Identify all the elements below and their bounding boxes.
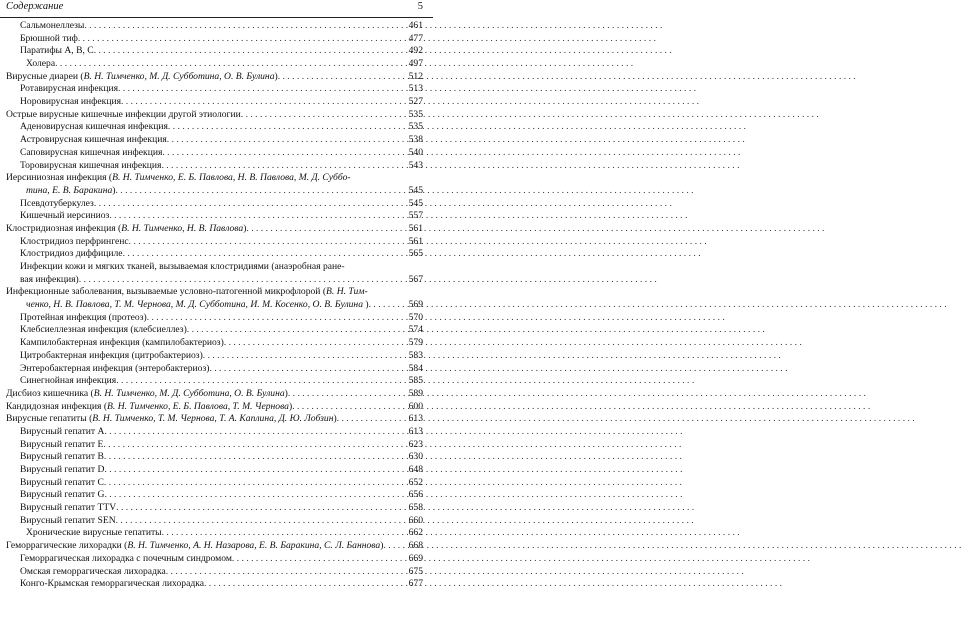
toc-entry: [0, 134, 433, 147]
toc-entry: [0, 489, 433, 502]
entry-page: 527: [408, 96, 423, 108]
dot-leader: [84, 20, 401, 33]
entry-page: 540: [408, 146, 423, 158]
entry-page: 648: [408, 464, 423, 476]
toc-entry: [0, 223, 433, 236]
toc-entry: [0, 160, 433, 173]
dot-leader: [369, 299, 401, 312]
toc-entry: [0, 96, 433, 109]
toc-entry: [0, 566, 433, 579]
toc-entry: [0, 325, 433, 338]
dot-leader: [288, 388, 401, 401]
entry-authors: В. Н. Тимченко, Е. Б. Павлова, Н. В. Павлова, М. Д. Суббо-: [112, 172, 351, 184]
entry-title: Ротавирусная инфекция: [20, 83, 119, 95]
entry-title: Вирусный гепатит D: [20, 464, 105, 476]
toc-entry: [0, 71, 433, 84]
entry-title: Геморрагическая лихорадка с почечным синдромом: [20, 552, 232, 564]
entry-title: Конго-Крымская геморрагическая лихорадка: [20, 578, 204, 590]
entry-title: Цитробактерная инфекция (цитробактериоз): [20, 349, 203, 361]
toc-entry: [0, 147, 433, 160]
toc-entry: [0, 451, 433, 464]
dot-leader: [187, 324, 401, 337]
entry-title: Аденовирусная кишечная инфекция: [20, 121, 168, 133]
entry-title: Протейная инфекция (протеоз): [20, 311, 147, 323]
entry-authors: В. Н. Тим-: [326, 286, 368, 298]
dot-leader: [104, 489, 401, 502]
entry-authors: В. Н. Тимченко, Е. Б. Павлова, Т. М. Чернова: [107, 400, 289, 412]
entry-page: 535: [408, 108, 423, 120]
dot-leader: [241, 109, 401, 122]
entry-title: Вирусный гепатит SEN: [20, 514, 116, 526]
table-of-contents: [0, 20, 433, 591]
dot-leader: [168, 121, 401, 134]
entry-page: 660: [408, 514, 423, 526]
entry-page: 662: [408, 527, 423, 539]
entry-page: 583: [408, 349, 423, 361]
dot-leader: [109, 210, 401, 223]
entry-title: Хронические вирусные гепатиты: [26, 527, 162, 539]
toc-entry: [0, 312, 433, 325]
toc-entry: [0, 236, 433, 249]
entry-title: Геморрагические лихорадки (В. Н. Тимченко, А. Н. Назарова, Е. В. Баракина, С. Л. Баннова): [6, 540, 384, 552]
dot-leader: [278, 71, 401, 84]
toc-entry: [0, 83, 433, 96]
toc-entry: [0, 439, 433, 452]
entry-title: ченко, Н. В. Павлова, Т. М. Чернова, М. Д. Субботина, И. М. Косенко, О. В. Булина ): [26, 299, 369, 311]
entry-authors: тина, Е. В. Баракина: [26, 184, 113, 196]
entry-page: 565: [408, 248, 423, 260]
entry-title: Вирусный гепатит С: [20, 476, 104, 488]
dot-leader: [292, 401, 401, 414]
dot-leader: [104, 451, 401, 464]
toc-entry: [0, 20, 433, 33]
entry-page: 570: [408, 311, 423, 323]
entry-page: 600: [408, 400, 423, 412]
entry-title: Вирусный гепатит G: [20, 489, 105, 501]
dot-leader: [121, 96, 401, 109]
entry-title: Холера: [26, 58, 56, 70]
entry-page: 492: [408, 45, 423, 57]
dot-leader: [161, 160, 401, 173]
toc-entry-continuation: [0, 299, 433, 312]
toc-entry: [0, 375, 433, 388]
dot-leader: [232, 553, 401, 566]
entry-title: Астровирусная кишечная инфекция: [20, 134, 167, 146]
entry-title: вая инфекция): [20, 273, 79, 285]
entry-page: 513: [408, 83, 423, 95]
entry-authors: В. Н. Тимченко, А. Н. Назарова, Е. В. Баракина, С. Л. Баннова: [127, 540, 381, 552]
dot-leader: [204, 578, 401, 591]
entry-authors: В. Н. Тимченко, Н. В. Павлова: [121, 222, 244, 234]
entry-page: 652: [408, 476, 423, 488]
entry-title: Клебсиеллезная инфекция (клебсиеллез): [20, 324, 187, 336]
running-header: [0, 0, 433, 18]
dot-leader: [104, 464, 401, 477]
entry-title: Саповирусная кишечная инфекция: [20, 146, 163, 158]
entry-page: 567: [408, 273, 423, 285]
toc-entry: [0, 261, 433, 274]
entry-title: Норовирусная инфекция: [20, 96, 121, 108]
header-page-number: 5: [417, 1, 423, 12]
dot-leader: [116, 185, 402, 198]
dot-leader: [94, 198, 401, 211]
dot-leader: [116, 502, 401, 515]
entry-page: 543: [408, 159, 423, 171]
dot-leader: [224, 337, 401, 350]
entry-title: Вирусный гепатит Е: [20, 438, 104, 450]
dot-leader: [104, 477, 401, 490]
entry-title: Дисбиоз кишечника (В. Н. Тимченко, М. Д. Субботина, О. В. Булина): [6, 387, 288, 399]
entry-title: Вирусный гепатит В: [20, 451, 104, 463]
entry-title: Инфекционные заболевания, вызываемые условно-патогенной микрофлорой (В. Н. Тим-: [6, 286, 368, 298]
dot-leader: [103, 439, 401, 452]
entry-page: 584: [408, 362, 423, 374]
toc-entry: [0, 401, 433, 414]
entry-title: Вирусные диареи (В. Н. Тимченко, М. Д. Субботина, О. В. Булина): [6, 70, 278, 82]
entry-page: 669: [408, 552, 423, 564]
dot-leader: [55, 58, 401, 71]
entry-title: Кандидозная инфекция (В. Н. Тимченко, Е. Б. Павлова, Т. М. Чернова): [6, 400, 293, 412]
entry-page: 630: [408, 451, 423, 463]
dot-leader: [123, 248, 401, 261]
toc-entry-continuation: [0, 274, 433, 287]
entry-page: 677: [408, 578, 423, 590]
entry-page: 512: [408, 70, 423, 82]
entry-page: 589: [408, 387, 423, 399]
dot-leader: [78, 33, 401, 46]
toc-entry: [0, 578, 433, 591]
toc-entry: [0, 45, 433, 58]
dot-leader: [383, 540, 401, 553]
entry-page: 613: [408, 413, 423, 425]
toc-entry: [0, 363, 433, 376]
entry-title: Острые вирусные кишечные инфекции другой этиологии: [6, 108, 241, 120]
entry-title: Паратифы А, В, С: [20, 45, 94, 57]
dot-leader: [162, 527, 401, 540]
toc-entry: [0, 350, 433, 363]
toc-entry: [0, 540, 433, 553]
toc-entry: [0, 426, 433, 439]
dot-leader: [116, 375, 401, 388]
entry-authors: В. Н. Тимченко, М. Д. Субботина, О. В. Булина: [83, 70, 275, 82]
toc-entry: [0, 477, 433, 490]
entry-page: 579: [408, 337, 423, 349]
toc-entry: [0, 33, 433, 46]
dot-leader: [104, 426, 401, 439]
toc-entry: [0, 528, 433, 541]
dot-leader: [246, 223, 401, 236]
dot-leader: [337, 413, 401, 426]
entry-page: 545: [408, 184, 423, 196]
entry-page: 569: [408, 299, 423, 311]
toc-entry: [0, 109, 433, 122]
toc-entry: [0, 172, 433, 185]
entry-title: Торовирусная кишечная инфекция: [20, 159, 162, 171]
entry-page: 497: [408, 58, 423, 70]
toc-entry: [0, 198, 433, 211]
entry-page: 585: [408, 375, 423, 387]
dot-leader: [162, 147, 401, 160]
entry-title: Энтеробактерная инфекция (энтеробактериоз): [20, 362, 210, 374]
entry-page: 561: [408, 222, 423, 234]
toc-entry: [0, 122, 433, 135]
entry-title: Омская геморрагическая лихорадка: [20, 565, 166, 577]
entry-page: 535: [408, 121, 423, 133]
dot-leader: [167, 134, 401, 147]
dot-leader: [94, 45, 401, 58]
entry-page: 561: [408, 235, 423, 247]
entry-title: Кампилобактерная инфекция (кампилобактериоз): [20, 337, 224, 349]
entry-authors: ченко, Н. В. Павлова, Т. М. Чернова, М. Д. Субботина, И. М. Косенко, О. В. Булина: [26, 299, 363, 311]
entry-title: Сальмонеллезы: [20, 19, 85, 31]
entry-page: 461: [408, 19, 423, 31]
entry-title: Клостридиозная инфекция (В. Н. Тимченко, Н. В. Павлова): [6, 222, 247, 234]
toc-entry: [0, 413, 433, 426]
toc-entry: [0, 388, 433, 401]
header-title: Содержание: [6, 1, 64, 12]
entry-title: Синегнойная инфекция: [20, 375, 117, 387]
entry-page: 574: [408, 324, 423, 336]
toc-entry: [0, 337, 433, 350]
entry-title: Клостридиоз перфрингенс: [20, 235, 129, 247]
entry-page: 538: [408, 134, 423, 146]
dot-leader: [116, 515, 401, 528]
entry-title: Кишечный иерсиниоз: [20, 210, 110, 222]
dot-leader: [203, 350, 401, 363]
toc-entry: [0, 515, 433, 528]
dot-leader: [118, 83, 401, 96]
entry-page: 623: [408, 438, 423, 450]
entry-title: Псевдотуберкулез: [20, 197, 94, 209]
entry-title: Вирусный гепатит А: [20, 425, 105, 437]
toc-entry: [0, 464, 433, 477]
entry-title: тина, Е. В. Баракина): [26, 184, 116, 196]
toc-entry: [0, 286, 433, 299]
entry-page: 675: [408, 565, 423, 577]
entry-title: Вирусные гепатиты (В. Н. Тимченко, Т. М. Чернова, Т. А. Каплина, Д. Ю. Лобзин): [6, 413, 337, 425]
entry-title: Иерсиниозная инфекция (В. Н. Тимченко, Е. Б. Павлова, Н. В. Павлова, М. Д. Суббо-: [6, 172, 351, 184]
entry-page: 658: [408, 502, 423, 514]
entry-title: Брюшной тиф: [20, 32, 78, 44]
entry-page: 656: [408, 489, 423, 501]
toc-entry: [0, 553, 433, 566]
entry-page: 477: [408, 32, 423, 44]
entry-page: 557: [408, 210, 423, 222]
entry-page: 613: [408, 425, 423, 437]
dot-leader: [209, 363, 401, 376]
entry-page: 545: [408, 197, 423, 209]
entry-title: Инфекции кожи и мягких тканей, вызываемая клостридиями (анаэробная ране-: [20, 261, 345, 273]
dot-leader: [166, 566, 401, 579]
entry-title: Клостридиоз диффициле: [20, 248, 123, 260]
entry-title: Вирусный гепатит TTV: [20, 502, 117, 514]
dot-leader: [79, 274, 401, 287]
dot-leader: [129, 236, 401, 249]
entry-authors: В. Н. Тимченко, Т. М. Чернова, Т. А. Каплина, Д. Ю. Лобзин: [92, 413, 334, 425]
toc-entry: [0, 210, 433, 223]
toc-entry: [0, 248, 433, 261]
toc-entry: [0, 502, 433, 515]
entry-page: 668: [408, 540, 423, 552]
toc-entry-continuation: [0, 185, 433, 198]
toc-entry: [0, 58, 433, 71]
entry-authors: В. Н. Тимченко, М. Д. Субботина, О. В. Булина: [93, 387, 285, 399]
dot-leader: [147, 312, 401, 325]
